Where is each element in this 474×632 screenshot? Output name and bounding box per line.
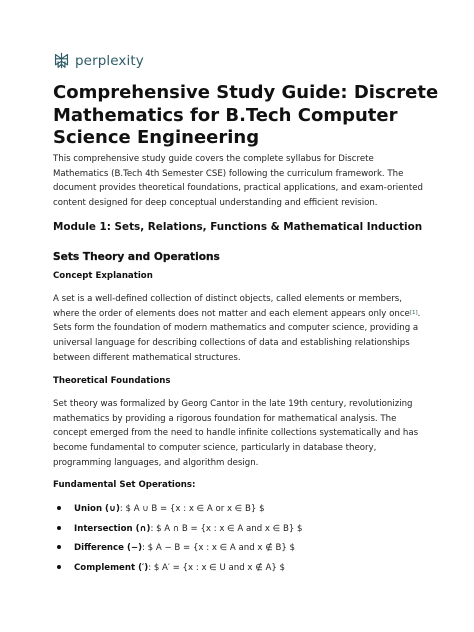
operation-formula: : $ A − B = {x : x ∈ A and x ∉ B} $ — [142, 543, 296, 554]
intro-paragraph: This comprehensive study guide covers the complete syllabus for Discrete Mathematics (B.Tech 4th Semester CSE) following the curriculum framework. The document provides theoretical foundations, practical applications, and exam-oriented content designed for deep conceptual understanding and efficient revision. — [53, 154, 423, 209]
concept-text-start: A set is a well-defined collection of distinct objects, called elements or members, where the order of elements does not matter and each element appears only once — [53, 294, 410, 319]
list-item — [53, 502, 303, 522]
brand-logo[interactable] — [53, 52, 144, 69]
operation-name: Intersection (∩) — [74, 523, 151, 534]
list-item — [53, 561, 303, 581]
bullet-icon — [57, 545, 61, 549]
perplexity-logo-icon — [53, 52, 70, 69]
concept-heading: Concept Explanation — [53, 271, 153, 281]
section-heading: Sets Theory and Operations — [53, 251, 220, 263]
concept-paragraph — [53, 292, 423, 366]
bullet-icon — [57, 526, 61, 530]
bullet-icon — [57, 506, 61, 510]
logo-wordmark: perplexity — [75, 52, 144, 69]
operation-formula: : $ A ∪ B = {x : x ∈ A or x ∈ B} $ — [119, 504, 265, 514]
page-title: Comprehensive Study Guide: Discrete Mathematics for B.Tech Computer Science Engineering — [53, 82, 439, 148]
foundations-heading: Theoretical Foundations — [53, 376, 171, 386]
operation-name: Union (∪) — [74, 504, 120, 514]
citation-link[interactable]: [1] — [409, 309, 418, 316]
list-item — [53, 541, 303, 561]
operations-heading: Fundamental Set Operations: — [53, 480, 196, 490]
list-item — [53, 522, 303, 542]
operations-list — [53, 502, 303, 580]
operation-name: Complement (′) — [74, 562, 149, 573]
concept-text-end: . Sets form the foundation of modern mathematics and computer science, providing a universal language for describing collections of data and establishing relationships between different mathematical structures. — [53, 308, 421, 363]
module-heading: Module 1: Sets, Relations, Functions & Mathematical Induction — [53, 221, 423, 233]
bullet-icon — [57, 565, 61, 569]
operation-name: Difference (−) — [74, 543, 143, 554]
operation-formula: : $ A ∩ B = {x : x ∈ A and x ∈ B} $ — [150, 523, 303, 534]
foundations-paragraph: Set theory was formalized by Georg Cantor in the late 19th century, revolutionizing mathematics by providing a rigorous foundation for mathematical analysis. The concept emerged from the need to handle infinite collections systematically and has become fundamental to computer science, particularly in database theory, programming languages, and algorithm design. — [53, 399, 419, 468]
operation-formula: : $ A′ = {x : x ∈ U and x ∉ A} $ — [148, 562, 285, 573]
